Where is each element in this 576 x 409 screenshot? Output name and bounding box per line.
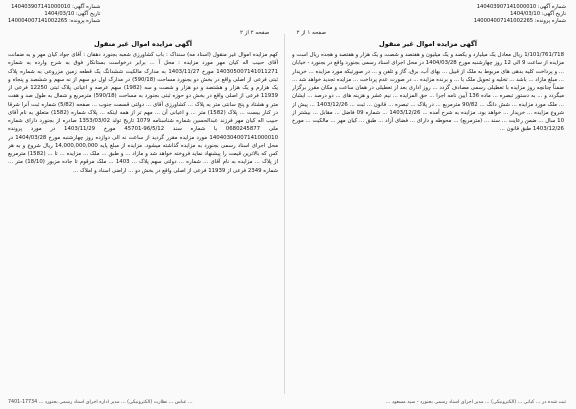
right-notice-date: تاریخ آگهی: 1404/03/10 [510, 11, 566, 17]
left-notice-column [8, 38, 278, 392]
left-notice-title: آگهی مزایده اموال غیر منقول [93, 40, 193, 48]
right-notice-body: 1/101/761/718 ریال معادل یک میلیارد و یکصد و یک میلیون و هفتصد و شصت و یک هزار و هفتصد و هجده ریال است و مزایده از ساعت 9 الی 12 روز چهارشنبه مورخ 1404/03/28 در محل اجرای اسناد رسمی بجنورد واقع در بجنورد - خیابان ... و پرداخت کلیه بدهی های مربوط به ملک از قبیل ... بهای آب، برق، گاز و تلفن و ... در صورتیکه مورد مزایده ... خریدار ... مبلغ مازاد ... باشد ... تخلیه و تحویل ملک با ... و برنده مزایده ... در صورت عدم پرداخت ... مزایده تجدید خواهد شد ... ضمناً چنانچه روز مزایده با تعطیلی رسمی مصادف گردد ... روز اداری بعد از تعطیلی در همان ساعت و مکان مقرر برگزار میگردد و ... به دستور تبصره ... ماده 136 آیین نامه اجرا ... حق المزایده ... نیم عشر و هزینه های ... دو درصد ... ایشان ... ملک مورد مزایده ... شش دانگ ... 90/82 مترمربع ... در پلاک ... تبصره ... قانون ... ثبت ... 1403/12/26 ... پیش از شروع مزایده ... خریدار ... خواهد بود. مزایده به شرح آمده ... 1403/12/26 ... شماره 09 فاضل ... مقابل ... بیشتر از 10 سال ... ضمن رعایت ... سند ... (مترمربع) ... محوطه و دارای ... فضای آزاد ... طبق ... کیان مهر ... مالکیت ... مورخ 1403/12/26 طبق قانون ... [292, 52, 564, 133]
left-notice-number: شماره آگهی: 140403907141000010 [11, 4, 101, 10]
left-notice-body: کهم مزایده اموال غیر منقول (اسناد مه) سنداک : باب کشاورزی شعبه بجنورد دهقان : آقای جواد کیان مهر و به ضمانت آقای حبیب اله کیان مهر مورد مزایده : محل آ ... برابر درخواست بستانکار فوق به شرح وارده به شماره 140305007141011271 مورخ 1403/11/27 به مدارک مالکیت ششدانگ یک قطعه زمین مزروعی به شماره پلاک ثبتی فرعی از اصلی واقع در بخش دو بجنورد مساحت (590/18) در مدارک اول دو سهم از نه سهم و ششصد و پنجاه و یک هزارم و یک هزار و هشتصد و دو هزار و شصت و سه (1982) سهم عرصه و اعیانی پلاک ثبتی 12250 فرعی از 11939 فرعی از اصلی واقع در بخش دو حوزه ثبتی بجنورد به مساحت (590/18) مترمربع و شمال به طول صد و هفت متر و هشتاد و پنج سانتی متر به پلاک ... کشاورزی آقای ... دولتی قسمت جنوب ... صفحه (5/82) شماره ثبت آنرا شرقا در کنار بیست ... پلاک (1582) متر ... و اعیانی آن ... مهم تر از همه اینکه ... پلاک شماره (1582) متعلق به نام آقای حبیب اله کیان مهر فرزند عبدالحسین شماره شناسنامه 1079 تاریخ تولد 1353/03/02 صادره از بجنورد دارای شماره ملی 0680245877 با شماره سند 96/5/12-45701 مورخ 1403/11/29 در مورد پرونده 14040304007141000010 مورد مزایده مقرر گردید از ساعت نه الی دوازده روز چهارشنبه مورخ 1404/03/28 در محل اجرای اسناد رسمی بجنورد به مزایده گذاشته میشود. مزایده از مبلغ پایه 14,000,000,000 ریال شروع و به هر کس که بالاترین قیمت را پیشنهاد نماید فروخته خواهد شد و مازاد ... و طبق ... ملک ... مزایده ... تا ... (1582) مترمربع از پلاک ... مزایده به نام آقای ... شماره ... دولتی سهم پلاک ... 1403 ... ملک مرقوم تا جاده مزبور (18/10) متر ... شماره 2349 فرعی از 11939 فرعی از اصلی واقع در بخش دو ... اراضی اسناد و املاک ... [8, 52, 278, 174]
left-notice-meta [8, 4, 100, 25]
column-divider [284, 34, 285, 394]
right-page-number: صفحه ۱ از ۲ [296, 30, 326, 36]
right-footer: ثبت شده در ... کیانی ... (الکترونیکی) ... مدیر اجرای اسناد رسمی بجنورد - سید مسعود ... [385, 400, 566, 405]
right-notice-title: آگهی مزایده اموال غیر منقول [378, 40, 478, 48]
left-footer: ... عباس ... نظارت (الکترونیکی) ... مدیر اداره اجرای اسناد رسمی بجنورد ... 17734-7401 [8, 400, 193, 405]
right-notice-meta [474, 4, 566, 25]
right-file-number: شماره پرونده: 140004007141002265 [473, 18, 566, 24]
left-page-number: صفحه ۲ از ۲ [240, 30, 270, 36]
left-file-number: شماره پرونده: 140004007141002265 [8, 18, 101, 24]
left-notice-date: تاریخ آگهی: 1404/03/10 [44, 11, 101, 17]
right-notice-column [292, 38, 564, 392]
right-notice-number: شماره آگهی: 140403907141000010 [476, 4, 566, 10]
